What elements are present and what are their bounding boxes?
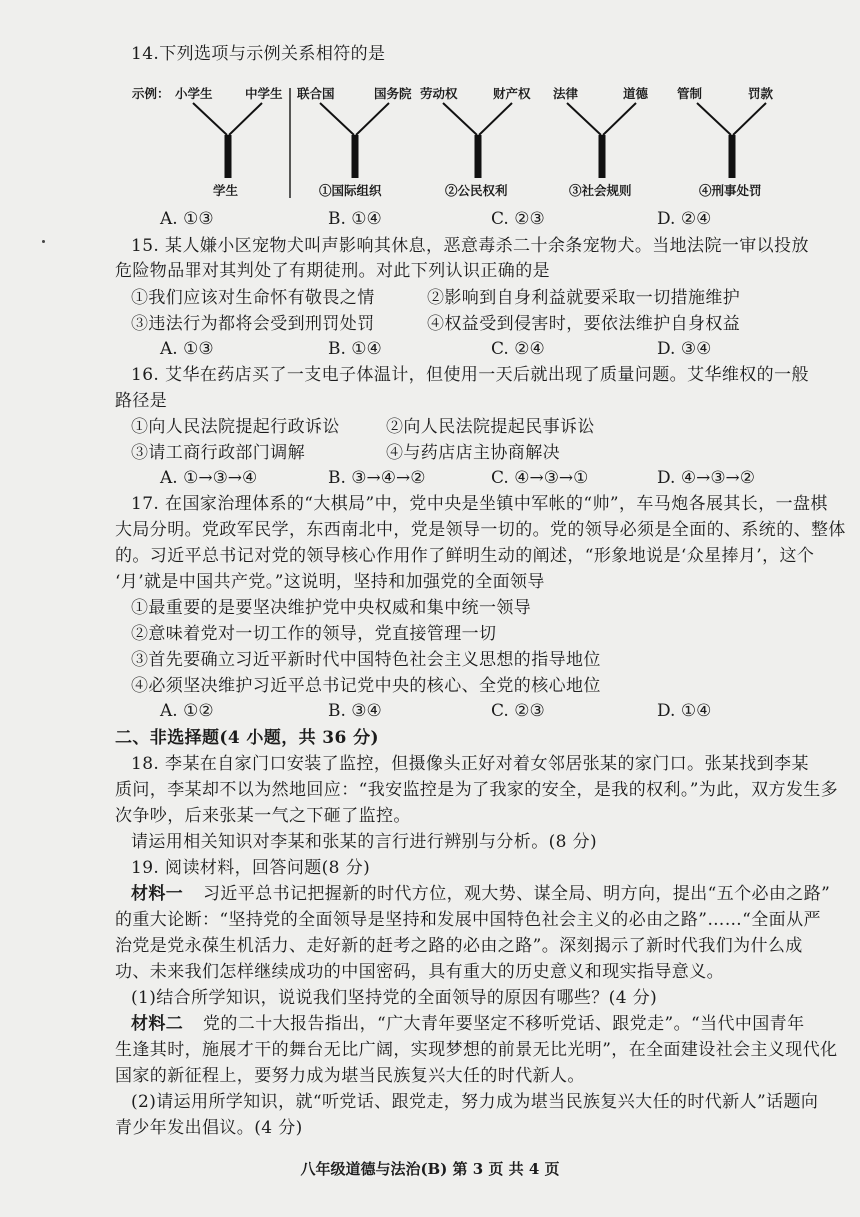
q19-question-1: (1)结合所学知识，说说我们坚持党的全面领导的原因有哪些？(4 分)	[131, 988, 658, 1008]
example-label: 示例：	[132, 86, 170, 101]
q17-option-a: A. ①②	[160, 701, 214, 721]
diagram-3-right: 道德	[623, 86, 649, 101]
q17-option-b: B. ③④	[328, 701, 382, 721]
q15-stem-line2: 危险物品罪对其判处了有期徒刑。对此下列认识正确的是	[115, 261, 550, 281]
diagram-2-left: 劳动权	[420, 86, 458, 101]
diagram-2	[443, 103, 512, 178]
diagram-2-right: 财产权	[493, 86, 531, 101]
q15-option-d: D. ③④	[657, 339, 712, 359]
diagram-1-right: 国务院	[374, 86, 412, 101]
q14-option-c: C. ②③	[491, 209, 545, 229]
q17-statement-3: ③首先要确立习近平新时代中国特色社会主义思想的指导地位	[131, 650, 601, 670]
q15-statement-2: ②影响到自身利益就要采取一切措施维护	[427, 288, 741, 308]
q14-stem: 14.下列选项与示例关系相符的是	[131, 44, 386, 64]
q16-statement-4: ④与药店店主协商解决	[386, 443, 560, 463]
q19-material-2-line2: 生逢其时，施展才干的舞台无比广阔，实现梦想的前景无比光明”，在全面建设社会主义现代化	[115, 1040, 838, 1060]
q18-stem-line2: 质问，李某却不以为然地回应：“我安监控是为了我家的安全，是我的权利。”为此，双方发生多	[115, 780, 839, 800]
diagram-example	[193, 103, 262, 178]
q15-statement-1: ①我们应该对生命怀有敬畏之情	[131, 288, 375, 308]
q18-stem-line1: 18. 李某在自家门口安装了监控，但摄像头正好对着女邻居张某的家门口。张某找到李某	[131, 754, 809, 774]
q19-material-2-label: 材料二	[131, 1014, 184, 1034]
q16-statement-3: ③请工商行政部门调解	[131, 443, 305, 463]
q14-option-d: D. ②④	[657, 209, 712, 229]
section-2-heading: 二、非选择题(4 小题，共 36 分)	[115, 728, 379, 748]
q19-material-2-line1: 党的二十大报告指出，“广大青年要坚定不移听党话、跟党走”。“当代中国青年	[203, 1014, 805, 1034]
q14-option-a: A. ①③	[160, 209, 214, 229]
q19-material-2-line3: 国家的新征程上，要努力成为堪当民族复兴大任的时代新人。	[115, 1066, 585, 1086]
q14-option-b: B. ①④	[328, 209, 382, 229]
q16-option-b: B. ③→④→②	[328, 468, 426, 488]
q19-material-1-label: 材料一	[131, 884, 184, 904]
diagram-3	[567, 103, 636, 178]
q16-statement-2: ②向人民法院提起民事诉讼	[386, 417, 595, 437]
q15-option-b: B. ①④	[328, 339, 382, 359]
diagram-1-left: 联合国	[297, 86, 335, 101]
q16-option-a: A. ①→③→④	[160, 468, 258, 488]
q15-option-c: C. ②④	[491, 339, 545, 359]
q17-option-d: D. ①④	[657, 701, 712, 721]
q19-material-1-line3: 治党是党永葆生机活力、走好新的赶考之路的必由之路”。深刻揭示了新时代我们为什么成	[115, 936, 803, 956]
q19-question-2-line2: 青少年发出倡议。(4 分)	[115, 1118, 303, 1138]
q17-stem-line4: ‘月’就是中国共产党。”这说明，坚持和加强党的全面领导	[115, 572, 545, 592]
q16-stem-line1: 16. 艾华在药店买了一支电子体温计，但使用一天后就出现了质量问题。艾华维权的一般	[131, 365, 809, 385]
q17-stem-line3: 的。习近平总书记对党的领导核心作用作了鲜明生动的阐述，“形象地说是‘众星捧月’，这个	[115, 546, 815, 566]
q16-option-d: D. ④→③→②	[657, 468, 756, 488]
q17-stem-line2: 大局分明。党政军民学，东西南北中，党是领导一切的。党的领导必须是全面的、系统的、整体	[115, 520, 846, 540]
diagram-4-right: 罚款	[748, 86, 774, 101]
diagram-3-left: 法律	[553, 86, 579, 101]
q18-stem-line3: 次争吵，后来张某一气之下砸了监控。	[115, 806, 411, 826]
q18-question: 请运用相关知识对李某和张某的言行进行辨别与分析。(8 分)	[131, 832, 598, 852]
diagram-1	[320, 103, 389, 178]
diagram-example-bottom: 学生	[213, 183, 239, 198]
q17-statement-1: ①最重要的是要坚决维护党中央权威和集中统一领导	[131, 598, 532, 618]
q19-material-1-line2: 的重大论断：“坚持党的全面领导是坚持和发展中国特色社会主义的必由之路”……“全面从严	[115, 910, 821, 930]
diagram-3-bottom: ③社会规则	[569, 183, 632, 198]
q17-option-c: C. ②③	[491, 701, 545, 721]
q17-statement-4: ④必须坚决维护习近平总书记党中央的核心、全党的核心地位	[131, 676, 601, 696]
q19-title: 19. 阅读材料，回答问题(8 分)	[131, 858, 371, 878]
diagram-4	[697, 103, 766, 178]
q19-question-2-line1: (2)请运用所学知识，就“听党话、跟党走，努力成为堪当民族复兴大任的时代新人”话题向	[131, 1092, 819, 1112]
q19-material-1-line1: 习近平总书记把握新的时代方位，观大势、谋全局、明方向，提出“五个必由之路”	[203, 884, 831, 904]
scan-speck	[42, 240, 45, 243]
q17-stem-line1: 17. 在国家治理体系的“大棋局”中，党中央是坐镇中军帐的“帅”，车马炮各展其长，一盘棋	[131, 494, 828, 514]
diagram-4-left: 管制	[677, 86, 703, 101]
q16-statement-1: ①向人民法院提起行政诉讼	[131, 417, 340, 437]
page-footer: 八年级道德与法治(B) 第 3 页 共 4 页	[300, 1160, 560, 1178]
q17-statement-2: ②意味着党对一切工作的领导，党直接管理一切	[131, 624, 497, 644]
diagram-4-bottom: ④刑事处罚	[699, 183, 762, 198]
diagram-1-bottom: ①国际组织	[319, 183, 382, 198]
q15-option-a: A. ①③	[160, 339, 214, 359]
q15-statement-3: ③违法行为都将会受到刑罚处罚	[131, 314, 375, 334]
q15-stem-line1: 15. 某人嫌小区宠物犬叫声影响其休息，恶意毒杀二十余条宠物犬。当地法院一审以投放	[131, 236, 809, 256]
q15-statement-4: ④权益受到侵害时，要依法维护自身权益	[427, 314, 741, 334]
diagram-example-left: 小学生	[175, 86, 213, 101]
q16-option-c: C. ④→③→①	[491, 468, 589, 488]
q16-stem-line2: 路径是	[115, 391, 168, 411]
diagram-2-bottom: ②公民权利	[445, 183, 508, 198]
diagram-example-right: 中学生	[245, 86, 283, 101]
q19-material-1-line4: 功、未来我们怎样继续成功的中国密码，具有重大的历史意义和现实指导意义。	[115, 962, 724, 982]
